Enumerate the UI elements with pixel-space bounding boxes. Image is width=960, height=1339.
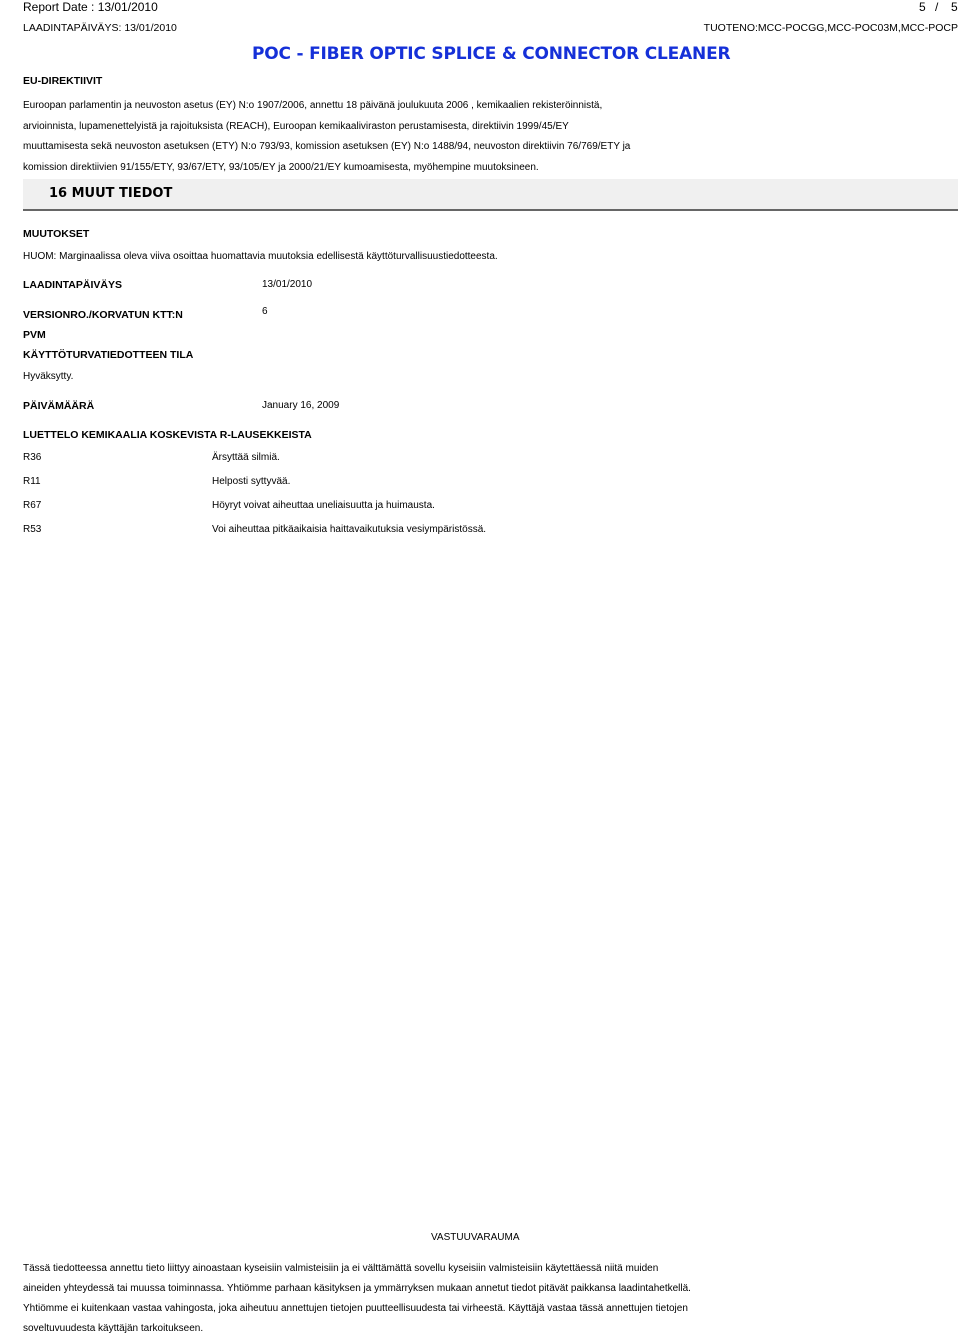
- prepared-label: LAADINTAPÄIVÄYS: [23, 279, 122, 291]
- risk-code: R36: [23, 452, 42, 463]
- page-separator: /: [935, 0, 939, 14]
- version-value: 6: [262, 306, 268, 317]
- risk-code: R67: [23, 500, 42, 511]
- disclaimer-line: aineiden yhteydessä tai muussa toiminnassa. Yhtiömme parhaan käsityksen ja ymmärryksen mukaan annetut tiedot pitävät paikkansa laadintahetkellä.: [23, 1283, 691, 1294]
- date-label: PÄIVÄMÄÄRÄ: [23, 400, 95, 412]
- disclaimer-line: soveltuvuudesta käyttäjän tarkoitukseen.: [23, 1323, 204, 1334]
- date-value: January 16, 2009: [262, 400, 340, 411]
- page-total: 5: [951, 0, 958, 14]
- report-date: Report Date : 13/01/2010: [23, 0, 158, 14]
- pvm-label: PVM: [23, 329, 46, 341]
- eu-directives-text: [23, 96, 953, 178]
- disclaimer-line: Tässä tiedotteessa annettu tieto liittyy ainoastaan kyseisiin valmisteisiin ja ei välttämättä sovellu kyseisiin valmisteisiin käytettäessä niitä muiden: [23, 1263, 659, 1274]
- changes-note: HUOM: Marginaalissa oleva viiva osoittaa huomattavia muutoksia edellisestä käyttöturvallisuustiedotteesta.: [23, 251, 498, 262]
- changes-heading: MUUTOKSET: [23, 228, 90, 240]
- section-16-header: [23, 179, 958, 211]
- risk-text: Helposti syttyvää.: [212, 476, 291, 487]
- product-number: TUOTENO:MCC-POCGG,MCC-POC03M,MCC-POCP: [703, 22, 958, 34]
- status-label: KÄYTTÖTURVATIEDOTTEEN TILA: [23, 349, 194, 361]
- disclaimer-text: [23, 1259, 953, 1339]
- eu-directives-line: komission direktiivien 91/155/ETY, 93/67/ETY, 93/105/EY ja 2000/21/EY kumoamisesta, myöhempine muutoksineen.: [23, 161, 539, 173]
- eu-directives-line: muuttamisesta sekä neuvoston asetuksen (ETY) N:o 793/93, komission asetuksen (EY) N:o 1488/94, neuvoston direktiivin 76/769/ETY ja: [23, 141, 631, 152]
- risk-text: Ärsyttää silmiä.: [212, 452, 280, 463]
- disclaimer-line: Yhtiömme ei kuitenkaan vastaa vahingosta, joka aiheutuu annettujen tietojen puutteellisuudesta tai virheestä. Käyttäjä vastaa tässä annettujen tietojen: [23, 1303, 688, 1314]
- risk-text: Höyryt voivat aiheuttaa uneliaisuutta ja huimausta.: [212, 500, 435, 511]
- prepared-date-header: LAADINTAPÄIVÄYS: 13/01/2010: [23, 22, 177, 34]
- status-value: Hyväksytty.: [23, 371, 74, 382]
- version-label: VERSIONRO./KORVATUN KTT:N: [23, 309, 183, 321]
- disclaimer-heading: VASTUUVARAUMA: [431, 1232, 520, 1243]
- eu-directives-line: Euroopan parlamentin ja neuvoston asetus (EY) N:o 1907/2006, annettu 18 päivänä joulukuuta 2006 , kemikaalien rekisteröinnistä,: [23, 100, 603, 111]
- eu-directives-heading: EU-DIREKTIIVIT: [23, 75, 103, 87]
- eu-directives-line: arvioinnista, lupamenettelyistä ja rajoituksista (REACH), Euroopan kemikaaliviraston perustamisesta, direktiivin 1999/45/EY: [23, 120, 569, 132]
- risk-code: R11: [23, 476, 41, 487]
- prepared-value: 13/01/2010: [262, 279, 313, 290]
- risk-code: R53: [23, 524, 42, 535]
- document-title: POC - FIBER OPTIC SPLICE & CONNECTOR CLEANER: [252, 44, 731, 64]
- page-current: 5: [919, 0, 926, 14]
- risk-phrases-heading: LUETTELO KEMIKAALIA KOSKEVISTA R-LAUSEKKEISTA: [23, 429, 312, 441]
- section-16-title: 16 MUUT TIEDOT: [49, 186, 173, 201]
- risk-text: Voi aiheuttaa pitkäaikaisia haittavaikutuksia vesiympäristössä.: [212, 524, 487, 535]
